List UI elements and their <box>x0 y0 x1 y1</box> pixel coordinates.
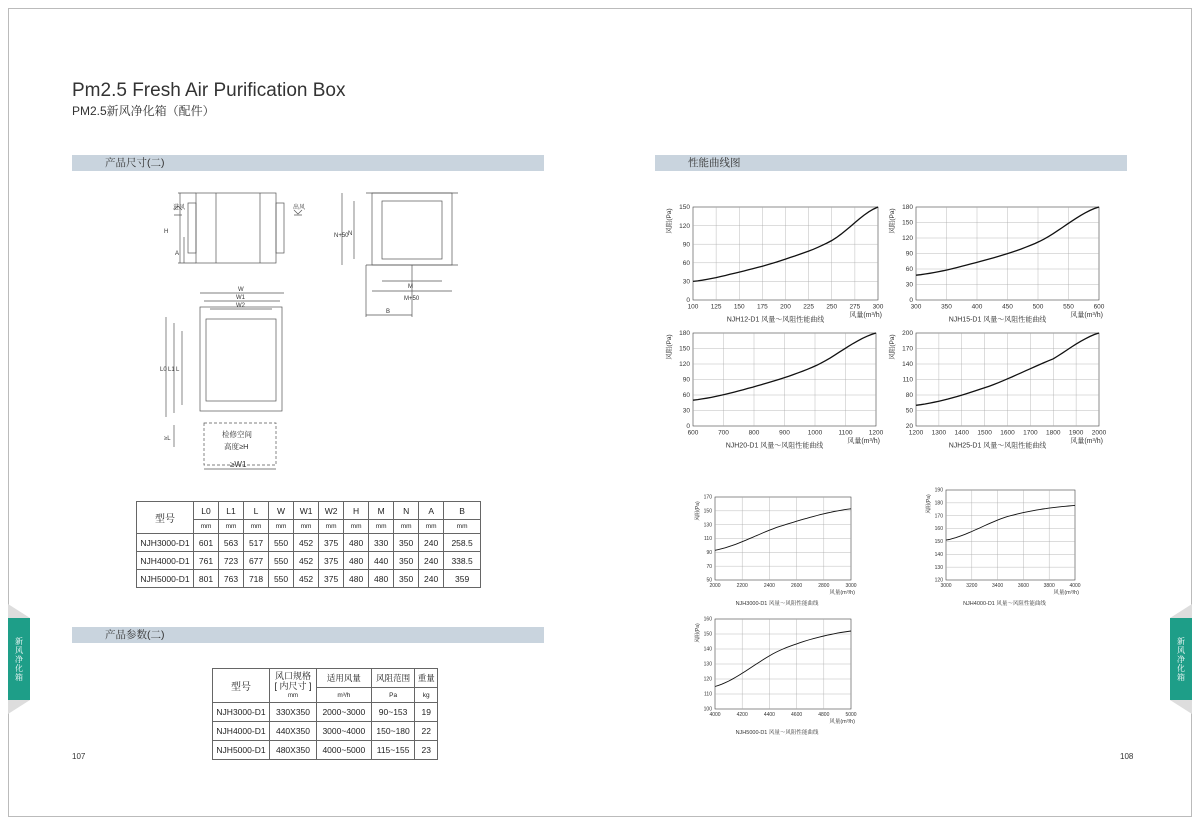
dim-cell: 801 <box>194 570 219 588</box>
chart-ytick-label: 140 <box>902 361 913 369</box>
param-cell-port: 480X350 <box>270 741 317 760</box>
param-cell-model: NJH4000-D1 <box>213 722 270 741</box>
chart-xtick-label: 1600 <box>1000 429 1015 437</box>
dim-unit: mm <box>244 520 269 534</box>
dim-cell: 350 <box>394 552 419 570</box>
chart-ytick-label: 100 <box>703 706 712 713</box>
chart-xtick-label: 2400 <box>763 583 775 589</box>
dim-unit: mm <box>444 520 481 534</box>
dim-cell: 452 <box>294 570 319 588</box>
chart-ytick-label: 90 <box>682 376 690 384</box>
dim-header: A <box>419 502 444 520</box>
chart-ytick-label: 160 <box>703 616 712 623</box>
chart-xtick-label: 3600 <box>1017 583 1029 589</box>
label-outlet: 出风 <box>293 205 306 211</box>
param-res-unit: Pa <box>371 688 415 703</box>
chart-xtick-label: 900 <box>779 429 790 437</box>
chart-ytick-label: 110 <box>704 691 712 698</box>
chart-xtick-label: 275 <box>849 303 861 311</box>
dim-cell: 550 <box>269 534 294 552</box>
chart-xtick-label: 1300 <box>931 429 947 437</box>
dim-cell: 601 <box>194 534 219 552</box>
param-res-header: 风阻范围 <box>371 669 415 688</box>
chart-xtick-label: 125 <box>710 303 722 311</box>
dim-cell: 723 <box>219 552 244 570</box>
chart-ytick-label: 70 <box>706 563 712 570</box>
param-wt-header: 重量 <box>415 669 438 688</box>
chart-ytick-label: 120 <box>679 361 690 369</box>
chart-ytick-label: 150 <box>703 631 712 638</box>
chart-xtick-label: 300 <box>910 303 922 311</box>
chart-ytick-label: 130 <box>703 661 712 668</box>
chart-xtick-label: 2800 <box>818 583 830 589</box>
chart-ytick-label: 160 <box>934 526 943 533</box>
dim-cell: 480 <box>344 570 369 588</box>
chart-ytick-label: 120 <box>679 222 690 230</box>
chart-xtick-label: 400 <box>971 303 983 311</box>
chart-xtick-label: 3000 <box>940 583 952 589</box>
chart-series-line <box>715 509 851 551</box>
chart-ytick-label: 110 <box>704 536 712 543</box>
chart-ytick-label: 0 <box>909 297 913 305</box>
label-inlet: 进风 <box>173 205 186 211</box>
label-W2: W2 <box>236 303 245 309</box>
page-title-cn: PM2.5新风净化箱（配件） <box>72 104 215 118</box>
chart-xtick-label: 1400 <box>954 429 969 437</box>
chart-xtick-label: 1200 <box>868 429 884 437</box>
chart-xtick-label: 150 <box>733 303 745 311</box>
chart-xtick-label: 250 <box>826 303 838 311</box>
label-W: W <box>238 287 244 293</box>
label-M50: M+50 <box>404 296 420 302</box>
dim-header: M <box>369 502 394 520</box>
chart-ytick-label: 130 <box>934 564 943 571</box>
chart-ytick-label: 180 <box>902 204 913 212</box>
chart-ytick-label: 170 <box>934 513 943 520</box>
chart-xtick-label: 350 <box>941 303 952 311</box>
chart-y-axis-label: 风阻(Pa) <box>889 334 896 360</box>
dim-header: B <box>444 502 481 520</box>
chart-xtick-label: 1200 <box>908 429 924 437</box>
dim-cell: 480 <box>369 570 394 588</box>
section-bar-dimensions: 产品尺寸(二) <box>72 155 544 171</box>
param-cell-wt: 19 <box>415 703 438 722</box>
chart-ytick-label: 30 <box>905 281 913 289</box>
chart-xtick-label: 3200 <box>966 583 978 589</box>
param-port-subtitle: [ 内尺寸 ] <box>274 680 312 691</box>
chart-xtick-label: 550 <box>1063 303 1074 311</box>
dim-cell: 330 <box>369 534 394 552</box>
chart-xtick-label: 700 <box>718 429 729 437</box>
chart-xtick-label: 500 <box>1032 303 1044 311</box>
dim-unit: mm <box>369 520 394 534</box>
dim-cell: 480 <box>344 534 369 552</box>
section-bar-parameters: 产品参数(二) <box>72 627 544 643</box>
chart-ytick-label: 50 <box>706 577 712 584</box>
param-model-header: 型号 <box>213 669 270 703</box>
chart-xtick-label: 300 <box>872 303 884 311</box>
label-B: B <box>386 309 391 315</box>
page-title-en: Pm2.5 Fresh Air Purification Box <box>72 80 346 101</box>
label-L1: L1 <box>168 367 175 373</box>
dim-unit: mm <box>294 520 319 534</box>
chart-ytick-label: 30 <box>682 407 690 415</box>
chart-x-axis-label: 风量(m³/h) <box>1053 590 1079 596</box>
chart-ytick-label: 150 <box>902 219 913 227</box>
dim-header: L0 <box>194 502 219 520</box>
param-port-unit: mm <box>288 692 298 699</box>
chart-ytick-label: 120 <box>934 577 943 584</box>
dim-cell-model: NJH5000-D1 <box>137 570 194 588</box>
chart-ytick-label: 140 <box>703 646 712 653</box>
chart-y-axis-label: 风阻(Pa) <box>695 501 701 521</box>
chart-ytick-label: 0 <box>686 423 690 431</box>
chart-ytick-label: 150 <box>934 539 943 546</box>
param-cell-wt: 23 <box>415 741 438 760</box>
dim-cell: 338.5 <box>444 552 481 570</box>
param-air-header: 适用风量 <box>317 669 372 688</box>
chart-ytick-label: 90 <box>682 241 690 249</box>
chart-ytick-label: 60 <box>905 266 913 274</box>
dim-cell: 240 <box>419 570 444 588</box>
page-number-right: 108 <box>1120 752 1134 761</box>
dim-cell: 563 <box>219 534 244 552</box>
chart-ytick-label: 60 <box>682 259 690 267</box>
label-service-l: ≥L <box>164 436 171 442</box>
chart-ytick-label: 170 <box>703 494 712 501</box>
param-cell-air: 3000~4000 <box>317 722 372 741</box>
chart-ytick-label: 170 <box>902 345 913 353</box>
param-port-title: 风口规格 <box>274 670 311 681</box>
chart-title: NJH25-D1 风量～风阻性能曲线 <box>948 442 1047 450</box>
chart-ytick-label: 190 <box>934 487 943 494</box>
dim-model-header: 型号 <box>137 502 194 534</box>
chart-ytick-label: 20 <box>905 423 913 431</box>
chart-xtick-label: 3800 <box>1043 583 1055 589</box>
chart-xtick-label: 4400 <box>763 712 775 718</box>
chart-ytick-label: 180 <box>679 330 690 338</box>
chart-xtick-label: 3400 <box>992 583 1004 589</box>
side-tab-left: 新风净化箱 <box>8 618 30 700</box>
chart-x-axis-label: 风量(m³/h) <box>829 590 855 596</box>
chart-ytick-label: 140 <box>934 551 943 558</box>
chart-xtick-label: 225 <box>803 303 815 311</box>
chart-xtick-label: 4600 <box>791 712 803 718</box>
chart-series-line <box>946 505 1075 540</box>
label-W1: W1 <box>236 295 245 301</box>
dim-cell: 761 <box>194 552 219 570</box>
dim-cell: 718 <box>244 570 269 588</box>
side-tab-right: 新风净化箱 <box>1170 618 1192 700</box>
dim-unit: mm <box>394 520 419 534</box>
dim-header: L1 <box>219 502 244 520</box>
chart-xtick-label: 4000 <box>1069 583 1081 589</box>
chart-xtick-label: 2000 <box>709 583 721 589</box>
chart-xtick-label: 1900 <box>1068 429 1084 437</box>
chart-ytick-label: 180 <box>934 500 943 507</box>
page-number-left: 107 <box>72 752 86 761</box>
param-air-unit: m³/h <box>317 688 372 703</box>
label-H: H <box>164 229 169 235</box>
chart-title: NJH20-D1 风量～风阻性能曲线 <box>725 442 824 450</box>
chart-ytick-label: 150 <box>703 508 712 515</box>
label-N50: N+50 <box>334 233 349 239</box>
dim-unit: mm <box>344 520 369 534</box>
dim-cell: 359 <box>444 570 481 588</box>
param-cell-air: 2000~3000 <box>317 703 372 722</box>
dim-unit: mm <box>219 520 244 534</box>
chart-ytick-label: 30 <box>682 278 690 286</box>
chart-y-axis-label: 风阻(Pa) <box>926 494 932 514</box>
param-cell-wt: 22 <box>415 722 438 741</box>
chart-ytick-label: 90 <box>706 550 712 556</box>
chart-xtick-label: 1500 <box>977 429 992 437</box>
param-cell-air: 4000~5000 <box>317 741 372 760</box>
dim-cell: 350 <box>394 534 419 552</box>
chart-ytick-label: 90 <box>905 250 913 258</box>
dim-cell: 350 <box>394 570 419 588</box>
dim-cell: 440 <box>369 552 394 570</box>
dim-header: W1 <box>294 502 319 520</box>
dim-cell: 240 <box>419 552 444 570</box>
chart-xtick-label: 3000 <box>845 583 857 589</box>
dim-cell: 258.5 <box>444 534 481 552</box>
chart-ytick-label: 130 <box>703 522 712 529</box>
dim-unit: mm <box>194 520 219 534</box>
chart-title: NJH4000-D1 风量～风阻性能曲线 <box>963 601 1046 607</box>
dim-cell: 375 <box>319 534 344 552</box>
chart-ytick-label: 200 <box>902 330 913 338</box>
dim-cell: 452 <box>294 534 319 552</box>
param-cell-res: 150~180 <box>371 722 415 741</box>
chart-series-line <box>715 631 851 687</box>
chart-x-axis-label: 风量(m³/h) <box>829 719 855 725</box>
chart-xtick-label: 1800 <box>1046 429 1061 437</box>
chart-xtick-label: 2200 <box>736 583 748 589</box>
chart-xtick-label: 4000 <box>709 712 721 718</box>
chart-title: NJH3000-D1 风量～风阻性能曲线 <box>735 601 819 607</box>
param-cell-model: NJH5000-D1 <box>213 741 270 760</box>
chart-plot-frame <box>946 490 1075 580</box>
chart-xtick-label: 1100 <box>838 429 853 437</box>
chart-xtick-label: 2600 <box>791 583 803 589</box>
chart-xtick-label: 600 <box>687 429 699 437</box>
chart-y-axis-label: 风阻(Pa) <box>666 208 673 234</box>
chart-title: NJH5000-D1 风量～风阻性能曲线 <box>735 730 819 736</box>
chart-title: NJH15-D1 风量～风阻性能曲线 <box>948 316 1047 324</box>
dim-cell: 550 <box>269 552 294 570</box>
dim-cell: 240 <box>419 534 444 552</box>
chart-ytick-label: 50 <box>905 407 913 415</box>
chart-x-axis-label: 风量(m³/h) <box>1070 312 1103 319</box>
chart-ytick-label: 60 <box>682 392 690 400</box>
label-M: M <box>408 284 413 290</box>
chart-y-axis-label: 风阻(Pa) <box>695 623 701 643</box>
label-service-w: ≥W1 <box>230 460 247 469</box>
chart-x-axis-label: 风量(m³/h) <box>849 312 882 319</box>
dim-unit: mm <box>419 520 444 534</box>
label-A: A <box>175 251 180 257</box>
chart-ytick-label: 110 <box>902 376 913 384</box>
dim-unit: mm <box>319 520 344 534</box>
chart-xtick-label: 175 <box>756 303 768 311</box>
chart-y-axis-label: 风阻(Pa) <box>889 208 896 234</box>
chart-xtick-label: 1000 <box>807 429 823 437</box>
dim-cell: 480 <box>344 552 369 570</box>
dim-unit: mm <box>269 520 294 534</box>
dim-cell: 517 <box>244 534 269 552</box>
chart-xtick-label: 4800 <box>818 712 830 718</box>
label-N: N <box>348 231 353 237</box>
param-wt-unit: kg <box>415 688 438 703</box>
chart-y-axis-label: 风阻(Pa) <box>666 334 673 360</box>
label-service-space: 检修空间 <box>222 430 252 439</box>
chart-xtick-label: 800 <box>748 429 760 437</box>
label-service-height: 高度≥H <box>224 442 249 451</box>
dim-cell-model: NJH3000-D1 <box>137 534 194 552</box>
dim-cell: 375 <box>319 570 344 588</box>
dim-cell-model: NJH4000-D1 <box>137 552 194 570</box>
chart-ytick-label: 150 <box>679 204 690 212</box>
dim-cell: 452 <box>294 552 319 570</box>
chart-ytick-label: 120 <box>703 676 712 683</box>
chart-ytick-label: 150 <box>679 345 690 353</box>
chart-xtick-label: 100 <box>687 303 699 311</box>
chart-ytick-label: 0 <box>686 297 690 305</box>
param-cell-res: 90~153 <box>371 703 415 722</box>
chart-xtick-label: 4200 <box>736 712 748 718</box>
param-cell-port: 330X350 <box>270 703 317 722</box>
chart-xtick-label: 600 <box>1093 303 1105 311</box>
dim-header: N <box>394 502 419 520</box>
chart-xtick-label: 1700 <box>1023 429 1038 437</box>
chart-xtick-label: 450 <box>1002 303 1013 311</box>
dim-cell: 677 <box>244 552 269 570</box>
chart-title: NJH12-D1 风量～风阻性能曲线 <box>726 316 825 324</box>
chart-ytick-label: 80 <box>905 392 913 400</box>
dim-header: H <box>344 502 369 520</box>
chart-xtick-label: 2000 <box>1091 429 1107 437</box>
param-cell-model: NJH3000-D1 <box>213 703 270 722</box>
dim-cell: 763 <box>219 570 244 588</box>
dim-header: L <box>244 502 269 520</box>
chart-x-axis-label: 风量(m³/h) <box>1070 438 1103 445</box>
chart-x-axis-label: 风量(m³/h) <box>847 438 880 445</box>
dim-cell: 375 <box>319 552 344 570</box>
param-cell-res: 115~155 <box>371 741 415 760</box>
label-L0: L0 <box>160 367 167 373</box>
dim-header: W2 <box>319 502 344 520</box>
chart-xtick-label: 200 <box>780 303 791 311</box>
label-L: L <box>176 367 180 373</box>
section-bar-curves: 性能曲线图 <box>655 155 1127 171</box>
dim-cell: 550 <box>269 570 294 588</box>
dim-header: W <box>269 502 294 520</box>
param-cell-port: 440X350 <box>270 722 317 741</box>
chart-xtick-label: 5000 <box>845 712 857 718</box>
chart-ytick-label: 120 <box>902 235 913 243</box>
